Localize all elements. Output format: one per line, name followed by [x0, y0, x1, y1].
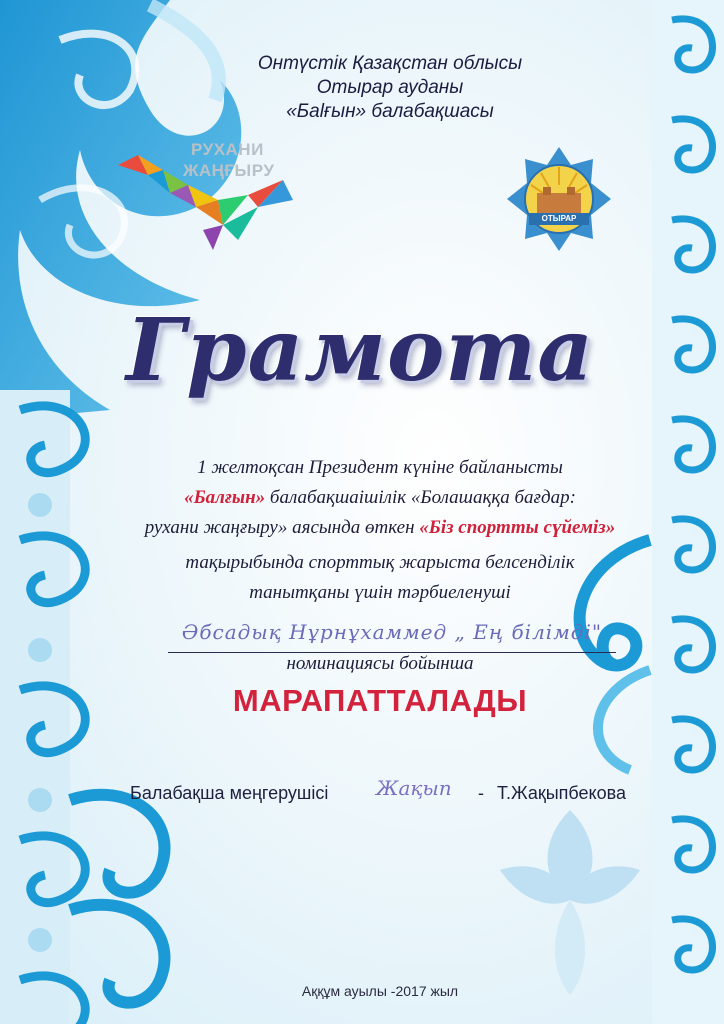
body-line-4: тақырыбында спорттық жарыста белсенділік	[185, 552, 575, 573]
kindergarten-name: «Балғын»	[184, 487, 266, 508]
bottom-right-ornament	[480, 800, 660, 1000]
recipient-name-handwritten: Әбсадық Нұрнұхаммед „ Ең білімді"	[181, 620, 603, 644]
body-line-2-text: балабақшаішілік «Болашаққа бағдар:	[265, 487, 576, 508]
rukhani-logo-line1: РУХАНИ	[191, 140, 264, 159]
bird-icon	[108, 145, 298, 255]
right-border-ornament	[652, 0, 724, 1024]
signatory-name: Т.Жақыпбекова	[497, 783, 626, 803]
signature: Жақып	[376, 776, 452, 800]
recipient-name-line	[168, 622, 616, 653]
signature-label: Балабақша меңгерушісі	[130, 783, 329, 803]
emblem-label: ОТЫРАР	[541, 214, 577, 223]
footer-place-year: Аққұм ауылы -2017 жыл	[301, 983, 459, 999]
header-district: Отырар ауданы	[316, 77, 464, 98]
rukhani-logo-line2: ЖАҢҒЫРУ	[183, 161, 275, 180]
otyrar-emblem-icon	[505, 145, 613, 253]
body-line-3	[140, 516, 620, 540]
bottom-left-ornament	[60, 780, 220, 1020]
certificate-title: Грамота	[125, 300, 595, 401]
awarded-heading: МАРАПАТТАЛАДЫ	[232, 683, 528, 718]
header-region: Онтүстік Қазақстан облысы	[257, 53, 523, 74]
signature-dash: -	[478, 783, 484, 803]
body-line-3-text: рухани жаңғыру» аясында өткен	[144, 517, 420, 538]
body-line-6: номинациясы бойынша	[286, 653, 474, 674]
body-line-1: 1 желтоқсан Президент күніне байланысты	[197, 457, 563, 478]
body-line-5: танытқаны үшін тәрбиеленуші	[249, 582, 511, 603]
header-kindergarten: «Бalғын» балабақшасы	[286, 101, 494, 122]
event-name: «Біз спортты сүйеміз»	[419, 517, 616, 538]
body-line-2	[140, 486, 620, 510]
